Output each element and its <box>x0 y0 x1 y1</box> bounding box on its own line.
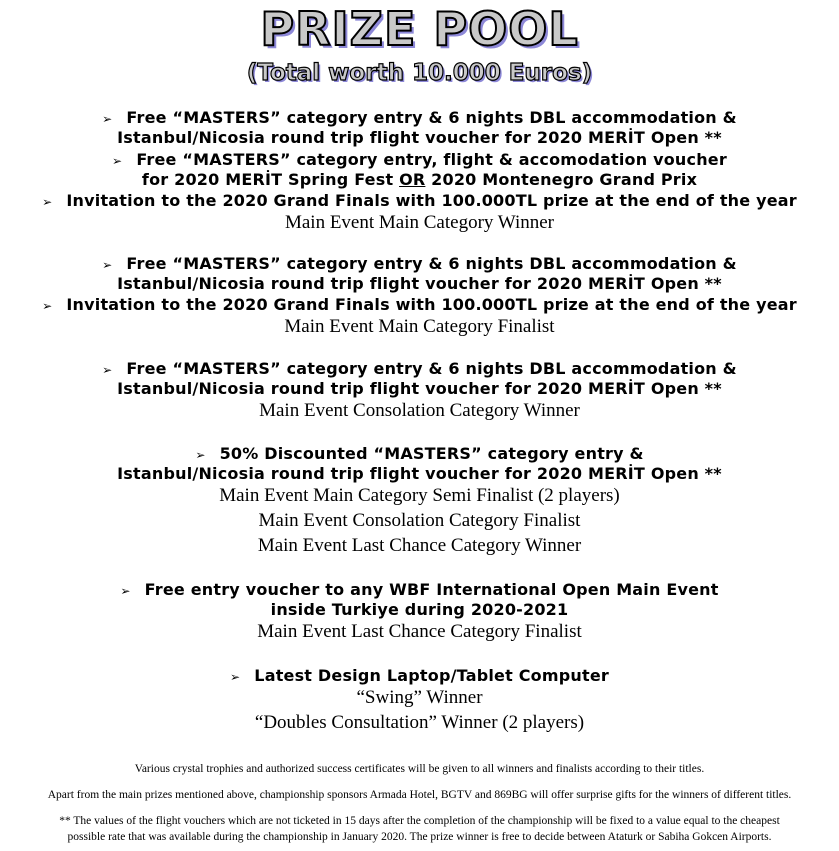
footnote-flight-vouchers: possible rate that was available during the championship in January 2020. The prize winner is free to decide between Ataturk or Sabiha Gokcen Airports. <box>67 831 772 843</box>
recipient-label: Main Event Main Category Semi Finalist (2 players) <box>219 485 620 506</box>
recipient-label: Main Event Consolation Category Finalist <box>258 510 581 531</box>
bullet-arrow-icon: ➢ <box>230 670 241 684</box>
prize-line: ➢ Free “MASTERS” category entry & 6 nights DBL accommodation & <box>102 254 737 273</box>
prize-line: ➢ Free entry voucher to any WBF International Open Main Event <box>120 580 719 599</box>
prize-line: ➢ Free “MASTERS” category entry & 6 nights DBL accommodation & <box>102 359 737 378</box>
footnote-sponsors: Apart from the main prizes mentioned above, championship sponsors Armada Hotel, BGTV and 869BG will offer surprise gifts for the winners of different titles. <box>47 789 792 801</box>
prize-line: for 2020 MERİT Spring Fest OR 2020 Montenegro Grand Prix <box>141 170 698 189</box>
prize-line: Istanbul/Nicosia round trip flight voucher for 2020 MERİT Open ** <box>117 128 722 147</box>
or-emphasis: OR <box>399 170 426 189</box>
recipient-label: Main Event Main Category Finalist <box>284 316 555 337</box>
footnote-flight-vouchers: ** The values of the flight vouchers which are not ticketed in 15 days after the completion of the championship will be fixed to a value equal to the cheapest <box>59 815 780 827</box>
prize-line: inside Turkiye during 2020-2021 <box>270 600 569 619</box>
recipient-label: Main Event Last Chance Category Winner <box>257 535 582 556</box>
bullet-arrow-icon: ➢ <box>195 448 206 462</box>
recipient-label: “Doubles Consultation” Winner (2 players) <box>254 712 585 733</box>
recipient-label: Main Event Last Chance Category Finalist <box>257 621 582 642</box>
footnote-trophies: Various crystal trophies and authorized success certificates will be given to all winners and finalists according to their titles. <box>134 763 705 775</box>
prize-line: ➢ Invitation to the 2020 Grand Finals with 100.000TL prize at the end of the year <box>42 295 797 314</box>
bullet-arrow-icon: ➢ <box>42 299 53 313</box>
bullet-arrow-icon: ➢ <box>102 112 113 126</box>
page-subtitle: (Total worth 10.000 Euros) <box>246 60 593 86</box>
page-title: PRIZE POOL <box>260 2 579 56</box>
bullet-arrow-icon: ➢ <box>102 363 113 377</box>
prize-line: ➢ 50% Discounted “MASTERS” category entry & <box>195 444 644 463</box>
prize-line: Istanbul/Nicosia round trip flight voucher for 2020 MERİT Open ** <box>117 379 722 398</box>
bullet-arrow-icon: ➢ <box>120 584 131 598</box>
prize-line: ➢ Invitation to the 2020 Grand Finals with 100.000TL prize at the end of the year <box>42 191 797 210</box>
prize-line: ➢ Free “MASTERS” category entry, flight & accomodation voucher <box>112 150 727 169</box>
recipient-label: “Swing” Winner <box>356 687 483 708</box>
bullet-arrow-icon: ➢ <box>112 154 123 168</box>
recipient-label: Main Event Main Category Winner <box>284 212 555 233</box>
prize-line: Istanbul/Nicosia round trip flight voucher for 2020 MERİT Open ** <box>117 274 722 293</box>
prize-line: ➢ Latest Design Laptop/Tablet Computer <box>230 666 609 685</box>
bullet-arrow-icon: ➢ <box>102 258 113 272</box>
recipient-label: Main Event Consolation Category Winner <box>259 400 580 421</box>
prize-line: ➢ Free “MASTERS” category entry & 6 nights DBL accommodation & <box>102 108 737 127</box>
bullet-arrow-icon: ➢ <box>42 195 53 209</box>
prize-line: Istanbul/Nicosia round trip flight voucher for 2020 MERİT Open ** <box>117 464 722 483</box>
